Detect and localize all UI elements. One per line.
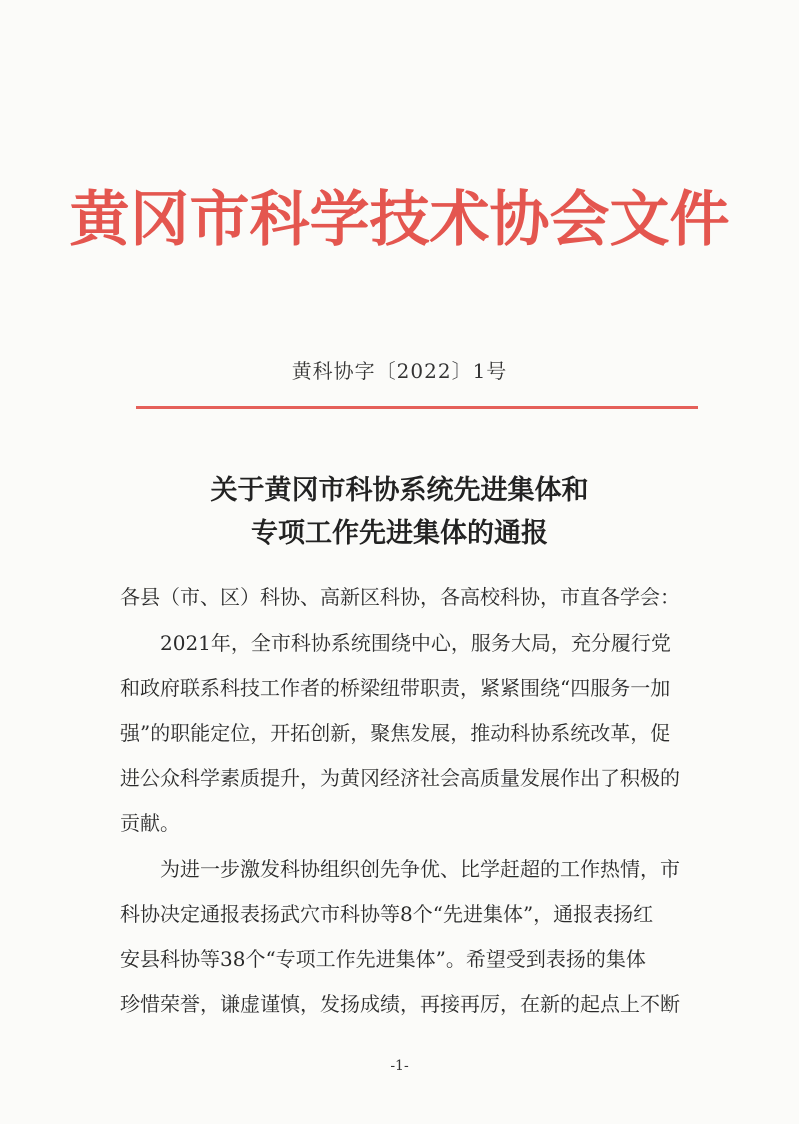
- body-line-10: 珍惜荣誉，谦虚谨慎，发扬成绩，再接再厉，在新的起点上不断: [120, 992, 680, 1016]
- body-line-9: 安县科协等38个“专项工作先进集体”。希望受到表扬的集体: [120, 947, 646, 971]
- body-line-6: 贡献。: [120, 811, 180, 835]
- body-line-2: 2021年，全市科协系统围绕中心，服务大局，充分履行党: [120, 631, 671, 655]
- notice-title-line-1: 关于黄冈市科协系统先进集体和: [210, 475, 589, 506]
- document-header-title: 黄冈市科学技术协会文件: [69, 185, 730, 255]
- body-line-1: 各县（市、区）科协、高新区科协，各高校科协，市直各学会：: [120, 585, 680, 609]
- notice-title-line-2: 专项工作先进集体的通报: [251, 518, 548, 549]
- body-line-3: 和政府联系科技工作者的桥梁纽带职责，紧紧围绕“四服务一加: [120, 676, 671, 700]
- red-divider-line: [136, 406, 698, 409]
- body-line-4: 强”的职能定位，开拓创新，聚焦发展，推动科协系统改革，促: [120, 721, 671, 745]
- body-line-7: 为进一步激发科协组织创先争优、比学赶超的工作热情，市: [120, 857, 680, 881]
- document-number: 黄科协字〔2022〕1号: [291, 359, 508, 383]
- page-number: -1-: [390, 1058, 409, 1074]
- body-line-5: 进公众科学素质提升，为黄冈经济社会高质量发展作出了积极的: [120, 766, 680, 790]
- body-line-8: 科协决定通报表扬武穴市科协等8个“先进集体”，通报表扬红: [120, 902, 654, 926]
